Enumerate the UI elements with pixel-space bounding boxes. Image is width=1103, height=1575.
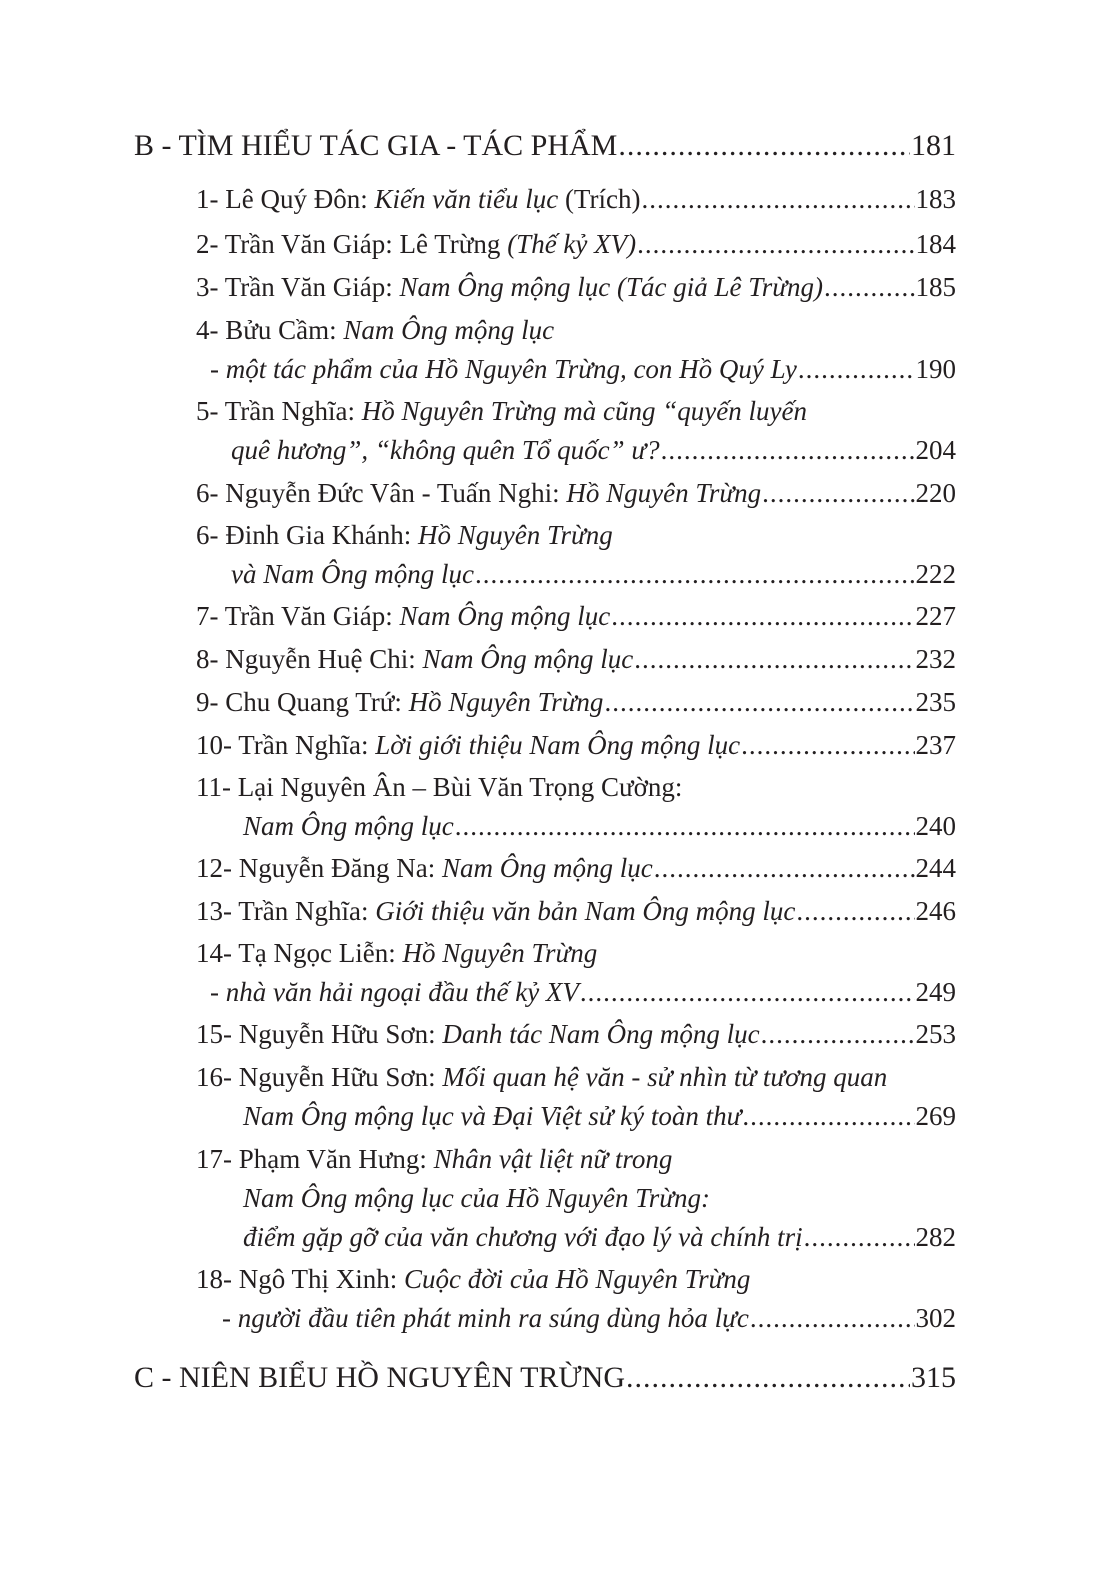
entry-text: quê hương”, “không quên Tổ quốc” ư?: [231, 435, 660, 465]
page-number: 222: [915, 559, 956, 589]
section-label: B - TÌM HIỂU TÁC GIA - TÁC PHẨM: [134, 129, 618, 162]
page-number: 315: [911, 1361, 956, 1394]
toc-entry-line1: [196, 1059, 956, 1095]
entry-text: 6- Đinh Gia Khánh: Hồ Nguyên Trừng: [196, 520, 613, 550]
toc-entry-line2: [210, 351, 956, 387]
toc-entry-line2: [243, 1098, 956, 1134]
toc-entry-line2: [222, 1300, 956, 1336]
dot-leader: [604, 684, 914, 720]
toc-entry-line2: [231, 556, 956, 592]
toc-entry-line1: [196, 312, 956, 348]
toc-entry-line1: [196, 517, 956, 553]
toc-entry: [196, 598, 956, 634]
dot-leader: [798, 351, 915, 387]
page-number: 227: [915, 601, 956, 631]
toc-entry: [196, 727, 956, 763]
entry-text: - một tác phẩm của Hồ Nguyên Trừng, con Hồ Quý Ly: [210, 354, 797, 384]
entry-text: 9- Chu Quang Trứ: Hồ Nguyên Trừng: [196, 687, 604, 717]
toc-entry-line2: [231, 432, 956, 468]
toc-entry-line2: [210, 974, 956, 1010]
page-number: 181: [911, 129, 956, 162]
toc-entry-line1: [196, 1141, 956, 1177]
dot-leader: [796, 893, 914, 929]
toc-entry: [196, 181, 956, 217]
entry-text: 6- Nguyễn Đức Vân - Tuấn Nghi: Hồ Nguyên Trừng: [196, 478, 762, 508]
entry-text: 1- Lê Quý Đôn: Kiến văn tiểu lục (Trích): [196, 184, 641, 214]
dot-leader: [475, 556, 915, 592]
dot-leader: [634, 641, 914, 677]
dot-leader: [762, 475, 914, 511]
toc-entry-line1: [196, 393, 956, 429]
toc-entry-line1: [196, 935, 956, 971]
dot-leader: [641, 181, 914, 217]
page-number: 204: [915, 435, 956, 465]
page-number: 190: [915, 354, 956, 384]
dot-leader: [626, 1358, 910, 1398]
entry-text: 5- Trần Nghĩa: Hồ Nguyên Trừng mà cũng “quyến luyến: [196, 396, 807, 426]
page-number: 269: [915, 1101, 956, 1131]
dot-leader: [637, 226, 914, 262]
entry-text: Nam Ông mộng lục và Đại Việt sử ký toàn thư: [243, 1101, 742, 1131]
toc-entry-line2: [243, 808, 956, 844]
toc-entry-line2: [243, 1180, 956, 1216]
dot-leader: [455, 808, 915, 844]
dot-leader: [654, 850, 915, 886]
entry-text: 16- Nguyễn Hữu Sơn: Mối quan hệ văn - sử nhìn từ tương quan: [196, 1062, 888, 1092]
entry-text: 8- Nguyễn Huệ Chi: Nam Ông mộng lục: [196, 644, 634, 674]
entry-text: Nam Ông mộng lục: [243, 811, 454, 841]
entry-text: 15- Nguyễn Hữu Sơn: Danh tác Nam Ông mộng lục: [196, 1019, 760, 1049]
entry-text: 7- Trần Văn Giáp: Nam Ông mộng lục: [196, 601, 611, 631]
page-number: 249: [915, 977, 956, 1007]
toc-entry: [196, 893, 956, 929]
entry-text: và Nam Ông mộng lục: [231, 559, 474, 589]
page-number: 240: [915, 811, 956, 841]
entry-text: 11- Lại Nguyên Ân – Bùi Văn Trọng Cường:: [196, 772, 683, 802]
page-number: 183: [915, 184, 956, 214]
entry-text: 4- Bửu Cầm: Nam Ông mộng lục: [196, 315, 555, 345]
toc-entry: [196, 641, 956, 677]
toc-entry: [196, 1016, 956, 1052]
dot-leader: [618, 126, 910, 166]
dot-leader: [742, 1098, 914, 1134]
entry-text: 18- Ngô Thị Xinh: Cuộc đời của Hồ Nguyên Trừng: [196, 1264, 751, 1294]
dot-leader: [804, 1219, 915, 1255]
entry-text: 12- Nguyễn Đăng Na: Nam Ông mộng lục: [196, 853, 653, 883]
dot-leader: [824, 269, 915, 305]
entry-text: 10- Trần Nghĩa: Lời giới thiệu Nam Ông mộng lục: [196, 730, 741, 760]
entry-text: điểm gặp gỡ của văn chương với đạo lý và chính trị: [243, 1222, 803, 1252]
toc-entry-line1: [196, 769, 956, 805]
dot-leader: [741, 727, 914, 763]
toc-entry-line3: [243, 1219, 956, 1255]
entry-text: 3- Trần Văn Giáp: Nam Ông mộng lục (Tác giả Lê Trừng): [196, 272, 823, 302]
toc-entry-line1: [196, 1261, 956, 1297]
toc-entry: [196, 226, 956, 262]
entry-text: 14- Tạ Ngọc Liễn: Hồ Nguyên Trừng: [196, 938, 598, 968]
dot-leader: [750, 1300, 915, 1336]
entry-text: 2- Trần Văn Giáp: Lê Trừng (Thế kỷ XV): [196, 229, 637, 259]
page-number: 235: [915, 687, 956, 717]
page-number: 185: [915, 272, 956, 302]
dot-leader: [580, 974, 915, 1010]
page-number: 253: [915, 1019, 956, 1049]
page-number: 282: [915, 1222, 956, 1252]
dot-leader: [761, 1016, 915, 1052]
page-number: 302: [915, 1303, 956, 1333]
entry-text: Nam Ông mộng lục của Hồ Nguyên Trừng:: [243, 1183, 710, 1213]
page-number: 220: [915, 478, 956, 508]
toc-section-b: [134, 126, 956, 166]
toc-entry: [196, 475, 956, 511]
page-number: 244: [915, 853, 956, 883]
page-number: 184: [915, 229, 956, 259]
dot-leader: [661, 432, 915, 468]
entry-text: 17- Phạm Văn Hưng: Nhân vật liệt nữ trong: [196, 1144, 673, 1174]
toc-entry: [196, 684, 956, 720]
toc-section-c: [134, 1358, 956, 1398]
entry-text: 13- Trần Nghĩa: Giới thiệu văn bản Nam Ông mộng lục: [196, 896, 796, 926]
page-number: 237: [915, 730, 956, 760]
page-number: 232: [915, 644, 956, 674]
entry-text: - nhà văn hải ngoại đầu thế kỷ XV: [210, 977, 579, 1007]
toc-entry: [196, 850, 956, 886]
dot-leader: [611, 598, 914, 634]
entry-text: - người đầu tiên phát minh ra súng dùng hỏa lực: [222, 1303, 749, 1333]
toc-entry: [196, 269, 956, 305]
section-label: C - NIÊN BIỂU HỒ NGUYÊN TRỪNG: [134, 1361, 626, 1394]
page-number: 246: [915, 896, 956, 926]
